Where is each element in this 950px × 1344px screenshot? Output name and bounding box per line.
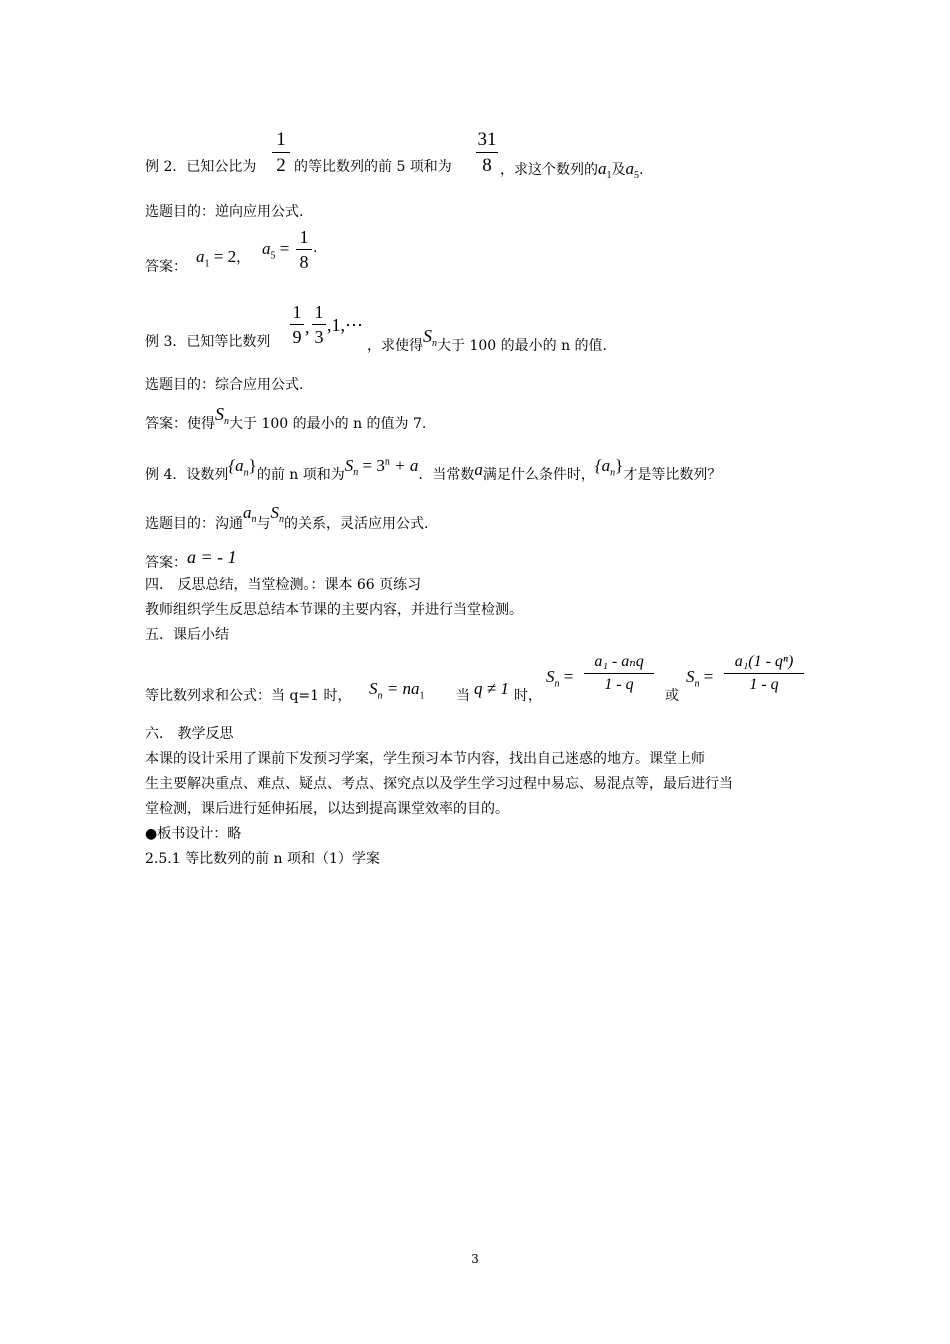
example-4-answer: 答案：a = - 1	[145, 547, 237, 571]
summary-when-end: 时，	[514, 688, 542, 704]
page-number: 3	[471, 1252, 479, 1266]
example-3-mid: ，求使得$S_n$大于 100 的最小的 n 的值.	[367, 326, 607, 354]
example-3: 例 3．已知等比数列	[145, 334, 271, 350]
example-2	[145, 160, 256, 174]
summary-line: 等比数列求和公式：当 q=1 时，	[145, 688, 352, 704]
answer-a5: $a_5$ =	[262, 239, 290, 262]
term-2-fraction: 1 3	[312, 303, 326, 346]
formula-2-fraction: a₁ - aₙq 1 - q	[584, 654, 654, 693]
answer-end: .	[313, 240, 318, 256]
formula-q-equals-1: $S_n = na_1$	[369, 679, 425, 702]
section-5-title: 五．课后小结	[145, 627, 229, 643]
next-heading: 2.5.1 等比数列的前 n 项和（1）学案	[145, 851, 380, 867]
formula-3-lhs: $S_n$ =	[686, 667, 714, 690]
summary-when: 当	[456, 688, 470, 704]
section-6-title: 六． 教学反思	[145, 726, 234, 742]
example-2-answer: 答案：	[145, 259, 187, 275]
example-4: 例 4．设数列$\{a_n\}$的前 n 项和为$S_n = 3^n + a$．当常数a满足什么条件时，$\{a_n\}$才是等比数列？	[145, 456, 722, 483]
example-2-prefix: 例 2．已知公比为	[145, 159, 257, 175]
ratio-fraction: 1 2	[272, 130, 290, 175]
example-2-mid: 的等比数列的前 5 项和为	[294, 159, 452, 175]
summary-condition: q ≠ 1	[474, 679, 509, 698]
reflection-line-2: 生主要解决重点、难点、疑点、考点、探究点以及学生学习过程中易忘、易混点等，最后进行当	[145, 776, 733, 792]
sum-fraction: 31 8	[477, 129, 497, 176]
sequence-tail: ,1,⋯	[327, 315, 363, 335]
board-design: ●板书设计：略	[145, 826, 242, 842]
reflection-line-3: 堂检测，课后进行延伸拓展，以达到提高课堂效率的目的。	[145, 801, 509, 817]
example-2-suffix: ，求这个数列的$a_1$及$a_5$.	[500, 159, 644, 181]
example-2-purpose: 选题目的：逆向应用公式.	[145, 204, 304, 220]
answer-a1: $a_1 = 2$，	[196, 247, 251, 270]
formula-3-fraction: a₁(1 - qⁿ) 1 - q	[724, 654, 804, 693]
example-4-purpose: 选题目的：沟通$a_n$与$S_n$的关系，灵活应用公式.	[145, 503, 429, 532]
example-3-answer: 答案：使得$S_n$大于 100 的最小的 n 的值为 7.	[145, 404, 427, 432]
example-3-purpose: 选题目的：综合应用公式.	[145, 377, 304, 393]
formula-2-lhs: $S_n$ =	[546, 667, 574, 690]
reflection-line-1: 本课的设计采用了课前下发预习学案，学生预习本节内容，找出自己迷惑的地方。课堂上师	[145, 751, 705, 767]
section-4-body: 教师组织学生反思总结本节课的主要内容，并进行当堂检测。	[145, 602, 523, 618]
answer-a5-fraction: 1 8	[296, 228, 312, 271]
term-1-fraction: 1 9	[290, 303, 304, 346]
summary-or: 或	[665, 688, 679, 704]
section-4-title: 四． 反思总结，当堂检测。：课本 66 页练习	[145, 577, 422, 593]
